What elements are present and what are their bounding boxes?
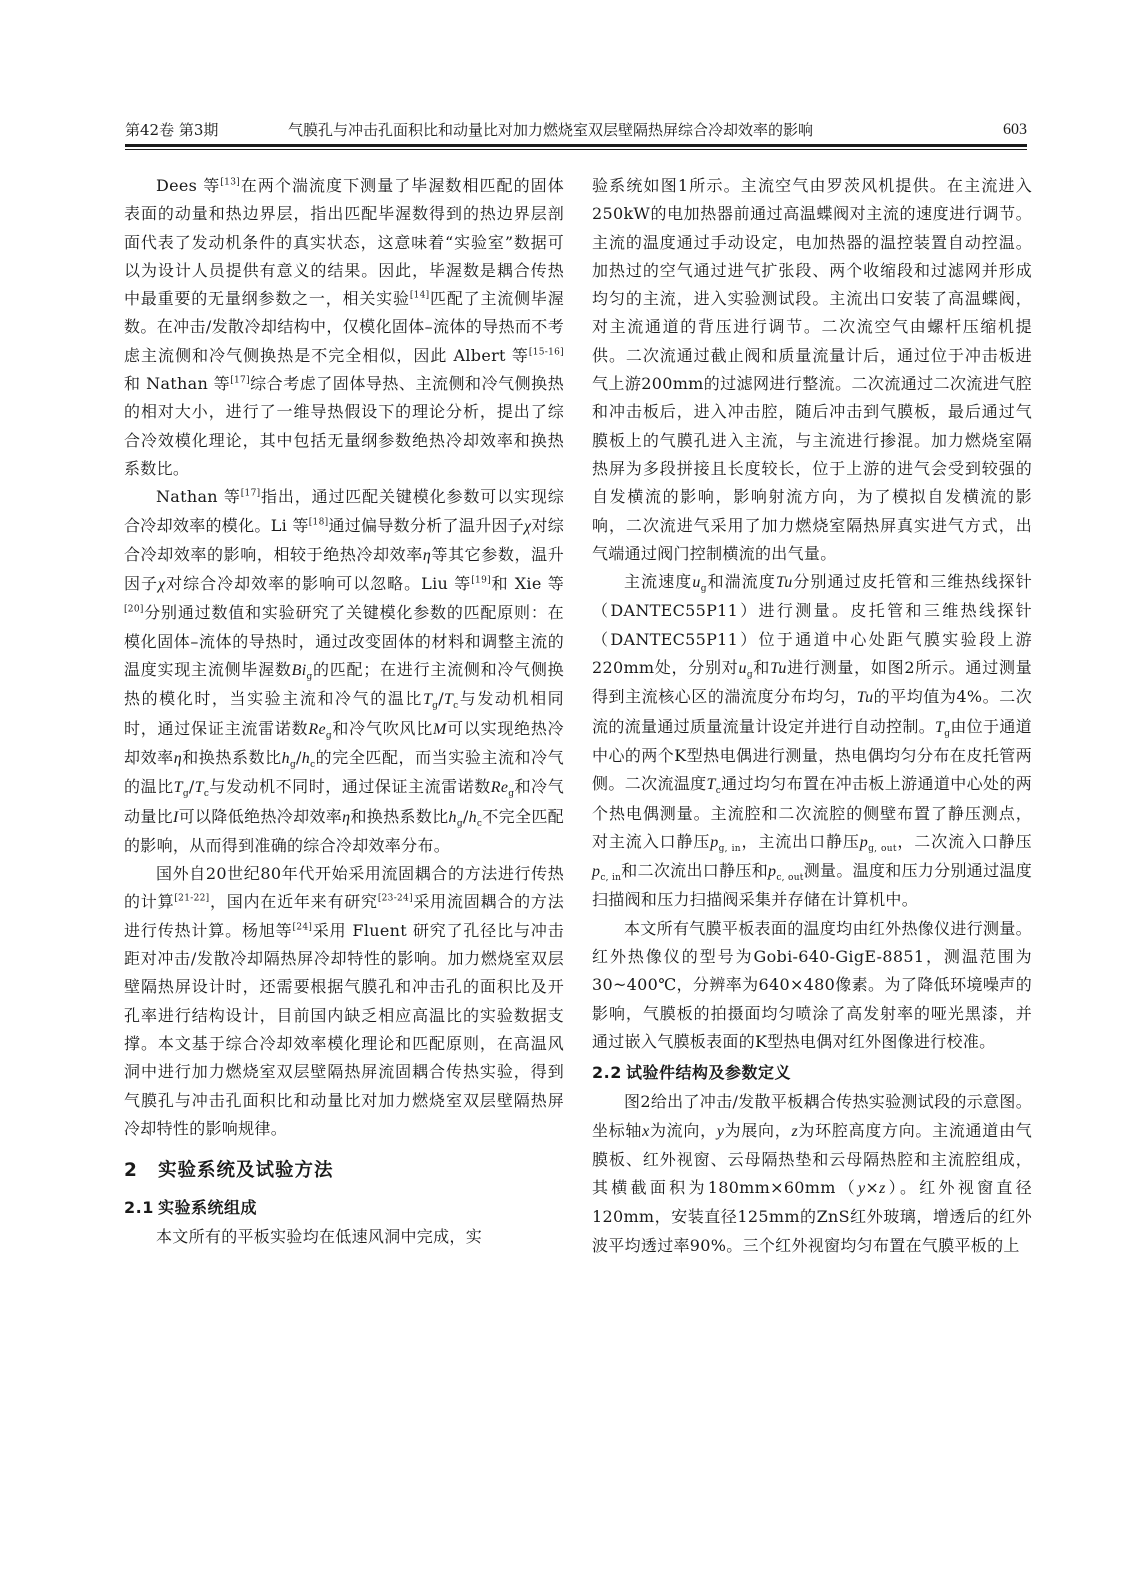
citation: [20] bbox=[124, 605, 144, 616]
citation: [21-22] bbox=[174, 894, 210, 905]
right-column bbox=[592, 172, 1032, 1260]
paragraph-system-intro: 本文所有的平板实验均在低速风洞中完成，实 bbox=[156, 1227, 483, 1247]
citation: [23-24] bbox=[377, 894, 413, 905]
header-rule-thick bbox=[125, 144, 1027, 147]
left-column bbox=[124, 172, 564, 1251]
citation: [19] bbox=[471, 575, 491, 586]
citation: [14] bbox=[409, 290, 430, 301]
page-number: 603 bbox=[1003, 121, 1027, 138]
running-head bbox=[125, 118, 1027, 142]
header-rule-thin bbox=[125, 149, 1027, 150]
paragraph-system-desc: 验系统如图1所示。主流空气由罗茨风机提供。在主流进入250kW的电加热器前通过高温蝶阀对主流的速度进行调节。主流的温度通过手动设定，电加热器的温控装置自动控温。加热过的空气通过进气扩张段、两个收缩段和过滤网并形成均匀的主流，进入实验测试段。主流出口安装了高温蝶阀，对主流通道的背压进行调节。二次流空气由螺杆压缩机提供。二次流通过截止阀和质量流量计后，通过位于冲击板进气上游200mm的过滤网进行整流。二次流通过二次流进气腔和冲击板后，进入冲击腔，随后冲击到气膜板，最后通过气膜板上的气膜孔进入主流，与主流进行掺混。加力燃烧室隔热屏为多段拼接且长度较长，位于上游的进气会受到较强的自发横流的影响，影响射流方向，为了模拟自发横流的影响，二次流进气采用了加力燃烧室隔热屏真实进气方式，出气端通过阀门控制横流的出气量。 bbox=[592, 176, 1032, 563]
citation: [13] bbox=[220, 177, 241, 188]
paragraph-measurement: 主流速度$u_g$和湍流度Tu分别通过皮托管和三维热线探针（DANTEC55P11）进行测量。皮托管和三维热线探针（DANTEC55P11）位于通道中心处距气膜实验段上游220mm处，分别对$u_g$和Tu进行测量，如图2所示。通过测量得到主流核心区的湍流度分布均匀，Tu的平均值为4%。二次流的流量通过质量流量计设定并进行自动控制。$T_g$由位于通道中心的两个K型热电偶进行测量，热电偶均匀分布在皮托管两侧。二次流温度$T_c$通过均匀布置在冲击板上游通道中心处的两个热电偶测量。主流腔和二次流腔的侧壁布置了静压测点，对主流入口静压$p_{g, in}$，主流出口静压$p_{g, out}$，二次流入口静压$p_{c, in}$和二次流出口静压和$p_{c, out}$测量。温度和压力分别通过温度扫描阀和压力扫描阀采集并存储在计算机中。 bbox=[592, 572, 1033, 910]
running-title: 气膜孔与冲击孔面积比和动量比对加力燃烧室双层壁隔热屏综合冷却效率的影响 bbox=[288, 121, 814, 139]
citation: [18] bbox=[308, 517, 329, 528]
paragraph-dees: Dees 等[13]在两个湍流度下测量了毕渥数相匹配的固体表面的动量和热边界层，指出匹配毕渥数得到的热边界层剖面代表了发动机条件的真实状态，这意味着“实验室”数据可以为设计人员提供有意义的结果。因此，毕渥数是耦合传热中最重要的无量纲参数之一，相关实验[14]匹配了主流侧毕渥数。在冲击/发散冷却结构中，仅模化固体–流体的导热而不考虑主流侧和冷气侧换热是不完全相似，因此 Albert 等[15-16]和 Nathan 等[17]综合考虑了固体导热、主流侧和冷气侧换热的相对大小，进行了一维导热假设下的理论分析，提出了综合冷效模化理论，其中包括无量纲参数绝热冷却效率和换热系数比。 bbox=[124, 176, 564, 478]
citation: [17] bbox=[230, 375, 250, 386]
paragraph-infrared: 本文所有气膜平板表面的温度均由红外热像仪进行测量。红外热像仪的型号为Gobi-640-GigE-8851，测温范围为30~400℃，分辨率为640×480像素。为了降低环境噪声的影响，气膜板的拍摄面均匀喷涂了高发射率的哑光黑漆，并通过嵌入气膜板表面的K型热电偶对红外图像进行校准。 bbox=[592, 918, 1032, 1051]
section-heading-2-1: 2.1 实验系统组成 bbox=[124, 1198, 258, 1218]
section-heading-2: 2 实验系统及试验方法 bbox=[124, 1160, 334, 1182]
volume-issue: 第42卷 第3期 bbox=[125, 121, 219, 139]
paragraph-fluid-solid: 国外自20世纪80年代开始采用流固耦合的方法进行传热的计算[21-22]，国内在近年来有研究[23-24]采用流固耦合的方法进行传热计算。杨旭等[24]采用 Fluent 研究了孔径比与冲击距对冲击/发散冷却隔热屏冷却特性的影响。加力燃烧室双层壁隔热屏设计时，还需要根据气膜孔和冲击孔的面积比及开孔率进行结构设计，目前国内缺乏相应高温比的实验数据支撑。本文基于综合冷却效率模化理论和匹配原则，在高温风洞中进行加力燃烧室双层壁隔热屏流固耦合传热实验，得到气膜孔与冲击孔面积比和动量比对加力燃烧室双层壁隔热屏冷却特性的影响规律。 bbox=[124, 864, 564, 1138]
paragraph-test-section: 图2给出了冲击/发散平板耦合传热实验测试段的示意图。坐标轴x为流向，y为展向，z为环腔高度方向。主流通道由气膜板、红外视窗、云母隔热垫和云母隔热腔和主流腔组成，其横截面积为180mm×60mm（y×z）。红外视窗直径120mm，安装直径125mm的ZnS红外玻璃，增透后的红外波平均透过率90%。三个红外视窗均匀布置在气膜平板的上 bbox=[592, 1092, 1032, 1255]
section-heading-2-2: 2.2 试验件结构及参数定义 bbox=[592, 1063, 792, 1083]
citation: [15-16] bbox=[528, 347, 564, 358]
paragraph-nathan: Nathan 等[17]指出，通过匹配关键模化参数可以实现综合冷却效率的模化。Li 等[18]通过偏导数分析了温升因子χ对综合冷却效率的影响，相较于绝热冷却效率η等其它参数，温升因子χ对综合冷却效率的影响可以忽略。Liu 等[19]和 Xie 等[20]分别通过数值和实验研究了关键模化参数的匹配原则：在模化固体–流体的导热时，通过改变固体的材料和调整主流的温度实现主流侧毕渥数$Bi_g$的匹配；在进行主流侧和冷气侧换热的模化时，当实验主流和冷气的温比$T_g/T_c$与发动机相同时，通过保证主流雷诺数$Re_g$和冷气吹风比M可以实现绝热冷却效率η和换热系数比$h_g/h_c$的完全匹配，而当实验主流和冷气的温比$T_g/T_c$与发动机不同时，通过保证主流雷诺数$Re_g$和冷气动量比I可以降低绝热冷却效率η和换热系数比$h_g/h_c$不完全匹配的影响，从而得到准确的综合冷却效率分布。 bbox=[124, 487, 564, 855]
citation: [17] bbox=[240, 488, 261, 499]
citation: [24] bbox=[292, 922, 313, 933]
